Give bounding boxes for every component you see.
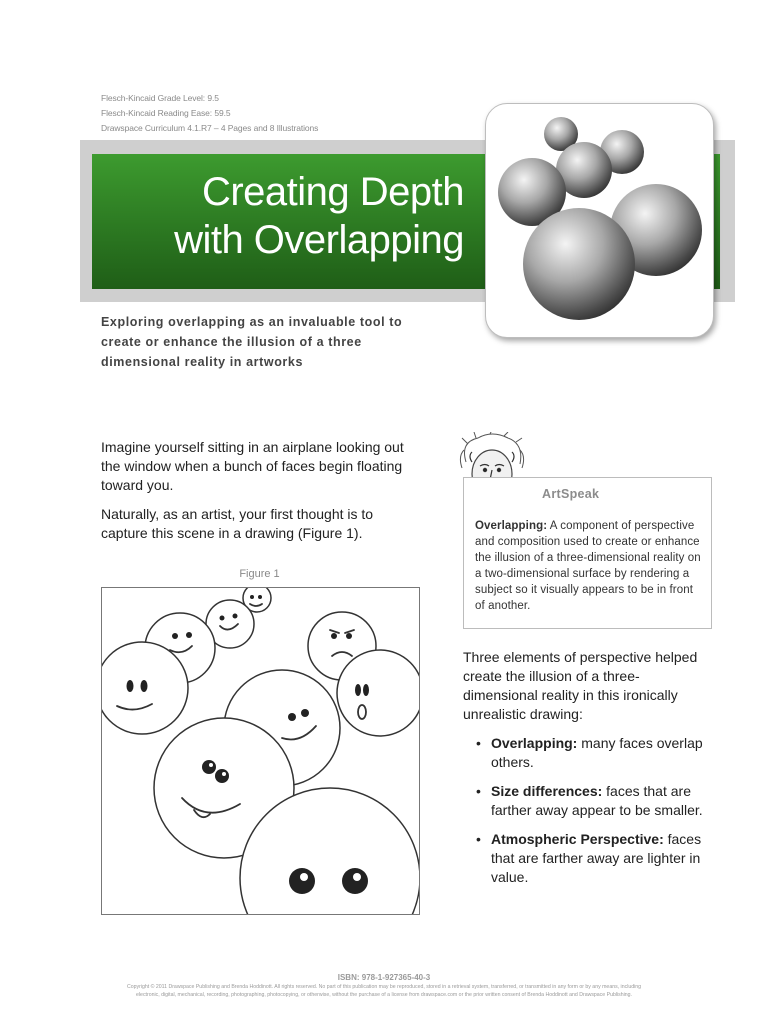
figure-caption: Figure 1	[239, 568, 280, 580]
bullet-icon: •	[476, 735, 481, 751]
title-line-2: with Overlapping	[174, 218, 464, 262]
title-line-1: Creating Depth	[201, 170, 464, 214]
bullet-text: faces that are farther away appear to be smaller.	[491, 783, 703, 818]
spheres-drawing	[486, 104, 713, 337]
reading-metadata	[101, 91, 318, 136]
sphere-large-front	[523, 208, 635, 320]
bullet-term: Atmospheric Perspective:	[491, 831, 664, 847]
list-item	[466, 782, 716, 820]
artspeak-definition-text: A component of perspective and composition used to create or enhance the illusion of a three-dimensional reality on a two-dimensional surface by rendering a subject so it visually appears to be in front of another.	[475, 520, 701, 612]
bullet-text: faces that are farther away are lighter in value.	[491, 831, 702, 885]
bullet-text: many faces overlap others.	[491, 735, 703, 770]
bullet-icon: •	[476, 831, 481, 847]
bullet-icon: •	[476, 783, 481, 799]
curriculum-info: Drawspace Curriculum 4.1.R7 – 4 Pages and 8 Illustrations	[101, 123, 319, 133]
figure-1	[101, 587, 420, 915]
artspeak-definition	[475, 518, 705, 614]
perspective-intro: Three elements of perspective helped create the illusion of a three-dimensional reality in this ironically unrealistic drawing:	[463, 649, 698, 722]
bullet-term: Overlapping:	[491, 735, 578, 751]
copyright-line-1: Copyright © 2011 Drawspace Publishing and Brenda Hoddinott. All rights reserved. No part of this publication may be reproduced, stored in a retrieval system, transferred, or transmitted in any form or by any means, including	[126, 984, 642, 990]
artspeak-label: ArtSpeak	[542, 487, 600, 501]
page-footer	[0, 972, 768, 999]
floating-faces-drawing	[102, 588, 419, 914]
grade-level: Flesch-Kincaid Grade Level: 9.5	[101, 93, 219, 103]
isbn: ISBN: 978-1-927365-40-3	[337, 973, 431, 982]
artspeak-term: Overlapping:	[475, 520, 548, 532]
list-item	[466, 734, 716, 772]
spheres-illustration	[485, 103, 714, 338]
bullet-term: Size differences:	[491, 783, 603, 799]
copyright-line-2: electronic, digital, mechanical, recording, photographing, photocopying, or otherwise, without the purchase of a license from drawspace.com or the prior written consent of Brenda Hoddinott and Drawspace Publishing.	[136, 992, 632, 998]
subtitle: Exploring overlapping as an invaluable tool to create or enhance the illusion of a three dimensional reality in artworks	[101, 315, 403, 369]
face-surprised	[337, 650, 419, 736]
list-item	[466, 830, 716, 887]
intro-paragraph-1: Imagine yourself sitting in an airplane looking out the window when a bunch of faces begin floating toward you.	[101, 439, 404, 493]
reading-ease: Flesch-Kincaid Reading Ease: 59.5	[101, 108, 231, 118]
intro-paragraph-2: Naturally, as an artist, your first thought is to capture this scene in a drawing (Figure 1).	[101, 506, 374, 541]
page-title	[92, 168, 464, 264]
perspective-elements-list	[466, 734, 716, 897]
